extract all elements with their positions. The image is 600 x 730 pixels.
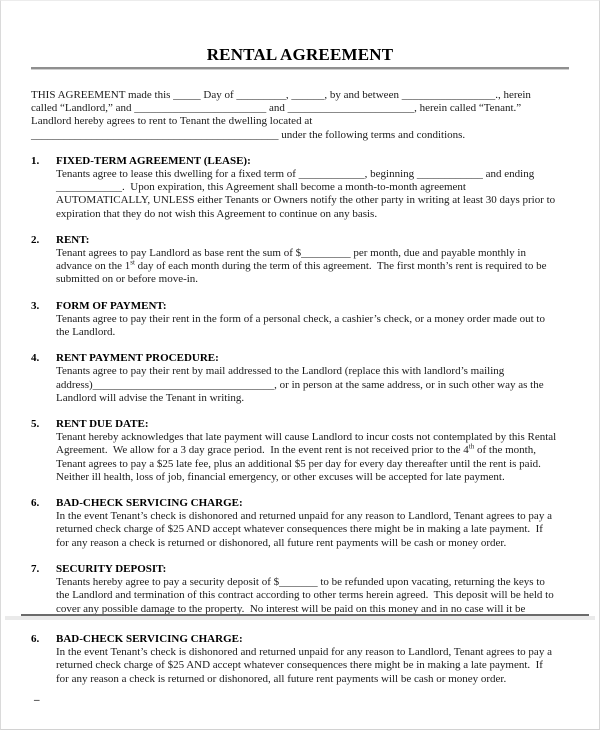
section-number: 7. [31,562,40,575]
section-heading: RENT: [56,233,90,246]
section-number: 3. [31,299,40,312]
intro-line: _____________________________________________ under the following terms and conditions. [31,128,466,141]
section-number: 5. [31,418,40,431]
body-line: Tenants agree to pay their rent in the form of a personal check, a cashier’s check, or a money order made out to [56,312,545,325]
superscript: st [130,258,135,267]
body-line: Tenant agrees to pay Landlord as base rent the sum of $_________ per month, due and payable monthly in [56,247,526,260]
section-heading: SECURITY DEPOSIT: [56,562,167,575]
section-number: 4. [31,352,40,365]
body-line: submitted on or before move-in. [56,273,199,286]
section-number: 1. [31,154,40,167]
intro-line: THIS AGREEMENT made this _____ Day of _________, ______, by and between _________________., herein [31,89,531,101]
body-line: In the event Tenant’s check is dishonored and returned unpaid for any reason to Landlord, Tenant agrees to pay a [56,646,552,659]
body-line: Landlord will advise the Tenant in writing. [56,391,245,404]
section-body [56,633,569,686]
section-body [56,234,569,287]
body-line: the Landlord. [56,326,116,339]
body-text: of the month, [474,444,536,457]
body-line: returned check charge of $25 AND accept whatever consequences there might be in making a late payment. If [56,659,543,672]
body-line [56,444,569,457]
section-body [56,352,569,405]
section-bad-check-charge-repeat [31,633,569,686]
body-line: for any reason a check is returned or dishonored, all future rent payments will be cash or money order. [56,536,507,549]
page-two [1,620,599,725]
section-rent [31,234,569,287]
section-body [56,418,569,484]
body-line: Tenants hereby agree to pay a security deposit of $_______ to be refunded upon vacating, returning the keys to [56,576,545,589]
title-rule [31,67,569,70]
section-heading: FIXED-TERM AGREEMENT (LEASE): [56,154,251,167]
section-number: 6. [31,633,40,645]
body-text: advance on the 1 [56,260,131,273]
section-heading: RENT PAYMENT PROCEDURE: [56,352,219,365]
body-line [56,260,569,273]
page-title: RENTAL AGREEMENT [206,45,394,64]
stray-dash: – [34,693,40,706]
body-line: cover any possible damage to the property. No interest will be paid on this money and in no case will it be [56,602,526,614]
superscript: th [468,442,475,451]
body-line: Tenant agrees to pay a $25 late fee, plus an additional $5 per day for every day thereafter until the rent is paid. [56,457,541,470]
intro-line: called “Landlord,” and ________________________ and _______________________, herein called “Tenant.” [31,102,522,115]
body-line: In the event Tenant’s check is dishonored and returned unpaid for any reason to Landlord, Tenant agrees to pay a [56,510,552,523]
section-heading: BAD-CHECK SERVICING CHARGE: [56,497,243,510]
section-number: 2. [31,233,40,246]
body-line: Tenants agree to pay their rent by mail addressed to the Landlord (replace this with landlord’s mailing [56,365,505,378]
intro-line: Landlord hereby agrees to rent to Tenant the dwelling located at [31,115,313,128]
body-line: for any reason a check is returned or dishonored, all future rent payments will be cash or money order. [56,672,507,685]
body-line: AUTOMATICALLY, UNLESS either Tenants or Owners notify the other party in writing at least 30 days prior to [56,194,556,207]
body-text: day of each month during the term of this agreement. The first month’s rent is required to be [134,260,547,273]
body-line: the Landlord and termination of this contract according to other terms herein agreed. This deposit will be held to [56,589,554,602]
section-heading: RENT DUE DATE: [56,418,149,431]
page-one [1,1,599,614]
section-heading: FORM OF PAYMENT: [56,299,167,312]
body-line: returned check charge of $25 AND accept whatever consequences there might be in making a late payment. If [56,523,543,536]
body-line: expiration that they do not wish this Agreement to continue on any basis. [56,207,378,220]
body-line: Tenants agree to lease this dwelling for a fixed term of ____________, beginning ____________ and ending [56,168,535,181]
body-line: ____________. Upon expiration, this Agreement shall become a month-to-month agreement [56,181,466,194]
body-line: address)_________________________________, or in person at the same address, or in such other way as the [56,378,544,391]
section-body [56,563,569,614]
section-body [56,300,569,340]
section-fixed-term [31,155,569,221]
section-bad-check-charge [31,497,569,550]
section-body [56,497,569,550]
section-security-deposit [31,563,569,614]
body-line: Tenant hereby acknowledges that late payment will cause Landlord to incur costs not contemplated by this Rental [56,431,557,444]
section-rent-payment-procedure [31,352,569,405]
body-line: Neither ill health, loss of job, financial emergency, or other excuses will be accepted for late payment. [56,470,505,483]
section-number: 6. [31,497,40,510]
section-rent-due-date [31,418,569,484]
intro-paragraph [31,89,569,142]
section-body [56,155,569,221]
section-heading: BAD-CHECK SERVICING CHARGE: [56,633,243,645]
body-text: Agreement. We allow for a 3 day grace period. In the event rent is not received prior to the 4 [56,444,469,457]
section-form-of-payment [31,300,569,340]
